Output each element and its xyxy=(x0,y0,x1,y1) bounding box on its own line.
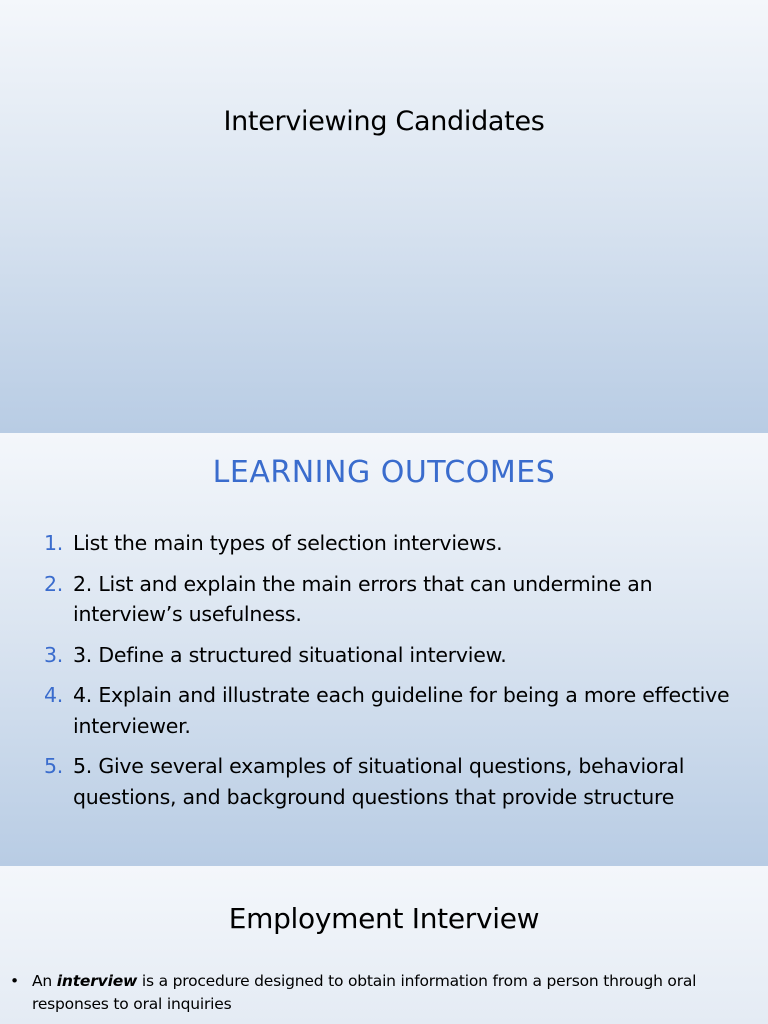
list-item-number: 2. xyxy=(44,571,64,596)
slide-title-heading: Interviewing Candidates xyxy=(223,106,545,137)
list-item xyxy=(44,569,734,630)
list-item xyxy=(44,528,734,559)
bullet-rest: is a procedure designed to obtain information from a person through oral responses to oral inquiries xyxy=(32,972,697,1013)
slide-employment-interview xyxy=(0,866,768,1024)
bullet-icon: • xyxy=(10,972,20,990)
slide-learning-outcomes xyxy=(0,433,768,866)
list-item-text: 3. Define a structured situational interview. xyxy=(73,642,507,667)
list-item-text: 2. List and explain the main errors that can undermine an interview’s usefulness. xyxy=(73,571,653,626)
list-item xyxy=(44,751,734,812)
learning-outcomes-heading: LEARNING OUTCOMES xyxy=(212,455,556,490)
bullet-emphasis: interview xyxy=(56,972,138,990)
list-item-text: 5. Give several examples of situational questions, behavioral questions, and background questions that provide structure xyxy=(73,754,685,809)
list-item-number: 5. xyxy=(44,754,64,778)
list-item-number: 3. xyxy=(44,642,64,667)
list-item-number: 1. xyxy=(44,531,64,555)
slide-title xyxy=(0,0,768,433)
bullet-prefix: An xyxy=(32,972,57,990)
list-item xyxy=(44,640,734,671)
list-item-text: 4. Explain and illustrate each guideline for being a more effective interviewer. xyxy=(73,683,730,738)
bullet-item xyxy=(10,970,730,1016)
outcomes-list xyxy=(44,528,734,822)
list-item xyxy=(44,680,734,741)
list-item-text: List the main types of selection interviews. xyxy=(73,531,503,555)
bullet-text xyxy=(10,970,730,1016)
list-item-number: 4. xyxy=(44,683,64,707)
employment-interview-heading: Employment Interview xyxy=(228,902,540,935)
